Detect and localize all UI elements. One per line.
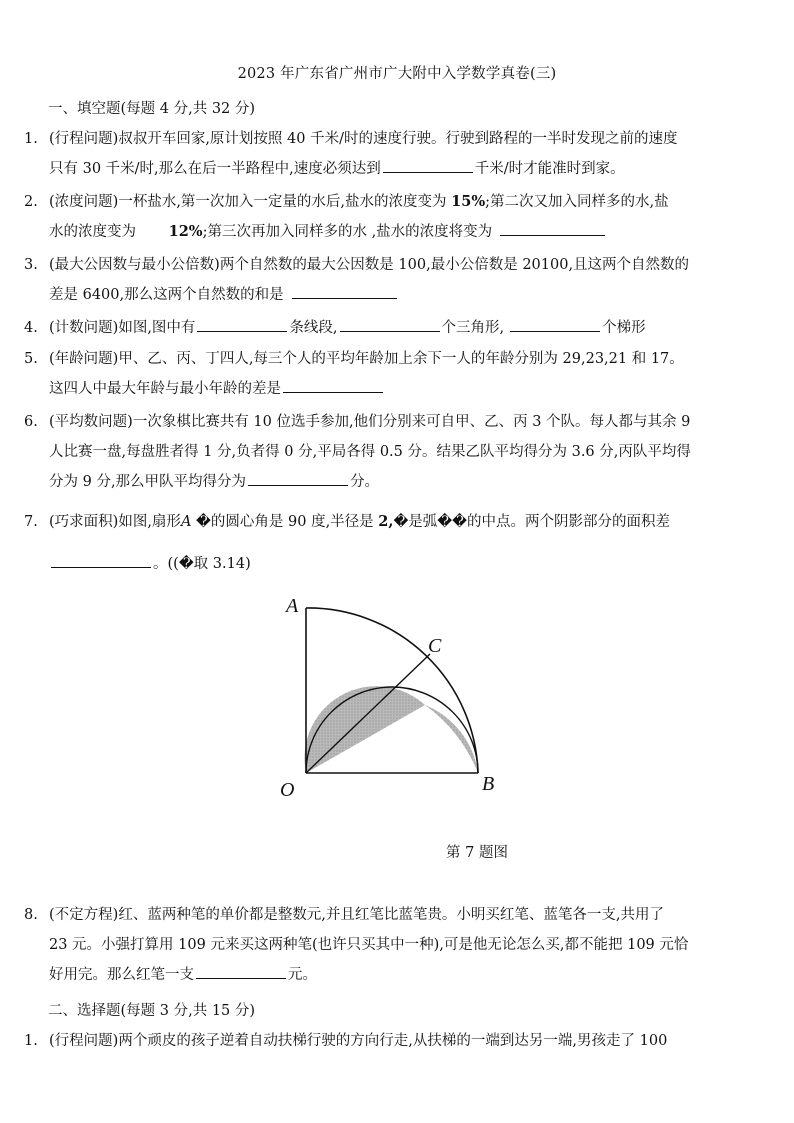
answer-blank[interactable]: [500, 219, 605, 236]
question-number: 1.: [24, 131, 38, 147]
answer-blank[interactable]: [248, 469, 348, 486]
label-C: C: [428, 635, 442, 657]
question-text: 23 元。小强打算用 109 元来买这两种笔(也许只买其中一种),可是他无论怎么买,都不能把 109 元恰: [49, 937, 689, 953]
question-number: 4.: [24, 320, 38, 336]
question-number: 6.: [24, 414, 38, 430]
question-text: (平均数问题)一次象棋比赛共有 10 位选手参加,他们分别来可自甲、乙、丙 3 个队。每人都与其余 9: [49, 414, 691, 430]
section-fill-in: 一、填空题(每题 4 分,共 32 分): [48, 101, 256, 117]
question-1: [24, 124, 754, 184]
shaded-region-left: [304, 686, 425, 773]
question-text: (不定方程)红、蓝两种笔的单价都是整数元,并且红笔比蓝笔贵。小明买红笔、蓝笔各一支,共用了: [49, 907, 665, 923]
question-text: 这四人中最大年龄与最小年龄的差是: [49, 374, 754, 404]
figure-caption: 第 7 题图: [446, 845, 508, 861]
answer-blank[interactable]: [196, 962, 286, 979]
answer-blank[interactable]: [383, 156, 473, 173]
question-text: 差是 6400,那么这两个自然数的和是: [49, 280, 754, 310]
question-5: [24, 344, 754, 404]
question-6: [24, 407, 754, 497]
figure-sector-diagram: [270, 588, 510, 808]
question-text: 好用完。那么红笔一支 元。: [49, 960, 754, 990]
answer-blank[interactable]: [292, 282, 397, 299]
question-text: 只有 30 千米/时,那么在后一半路程中,速度必须达到 千米/时才能准时到家。: [49, 154, 754, 184]
sector-diagram: [270, 588, 510, 808]
choice-question-1: [24, 1026, 754, 1056]
question-text: 分为 9 分,那么甲队平均得分为 分。: [49, 467, 754, 497]
question-text: 水的浓度变为 12%;第三次再加入同样多的水 ,盐水的浓度将变为: [49, 217, 754, 247]
question-7: [24, 507, 754, 579]
question-2: [24, 187, 754, 247]
section-choice: 二、选择题(每题 3 分,共 15 分): [48, 1003, 256, 1019]
question-number: 2.: [24, 194, 38, 210]
question-number: 5.: [24, 351, 38, 367]
question-text: (计数问题)如图,图中有 条线段, 个三角形, 个梯形: [49, 313, 754, 343]
question-text: (最大公因数与最小公倍数)两个自然数的最大公因数是 100,最小公倍数是 20100,且这两个自然数的: [49, 257, 690, 273]
answer-blank[interactable]: [340, 315, 440, 332]
question-text: 人比赛一盘,每盘胜者得 1 分,负者得 0 分,平局各得 0.5 分。结果乙队平均得分为 3.6 分,丙队平均得: [49, 444, 691, 460]
question-number: 7.: [24, 514, 38, 530]
question-4: [24, 313, 754, 343]
answer-blank[interactable]: [51, 551, 151, 568]
question-text: (巧求面积)如图,扇形A �的圆心角是 90 度,半径是 2,�是弧��的中点。两个阴影部分的面积差: [49, 513, 671, 530]
question-text: (行程问题)两个顽皮的孩子逆着自动扶梯行驶的方向行走,从扶梯的一端到达另一端,男孩走了 100: [49, 1033, 668, 1049]
question-text: 。((�取 3.14): [49, 549, 754, 579]
question-number: 3.: [24, 257, 38, 273]
question-text: (行程问题)叔叔开车回家,原计划按照 40 千米/时的速度行驶。行驶到路程的一半时发现之前的速度: [49, 131, 678, 147]
label-B: B: [482, 773, 495, 795]
answer-blank[interactable]: [197, 315, 287, 332]
page-title: 2023 年广东省广州市广大附中入学数学真卷(三): [237, 66, 557, 82]
question-number: 8.: [24, 907, 38, 923]
question-3: [24, 250, 754, 310]
question-number: 1.: [24, 1033, 38, 1049]
shaded-region-right: [425, 705, 478, 773]
question-8: [24, 900, 754, 990]
answer-blank[interactable]: [283, 376, 383, 393]
answer-blank[interactable]: [510, 315, 600, 332]
question-text: (浓度问题)一杯盐水,第一次加入一定量的水后,盐水的浓度变为 15%;第二次又加入同样多的水,盐: [49, 193, 669, 210]
question-text: (年龄问题)甲、乙、丙、丁四人,每三个人的平均年龄加上余下一人的年龄分别为 29,23,21 和 17。: [49, 351, 684, 367]
label-A: A: [286, 595, 299, 617]
label-O: O: [280, 779, 295, 801]
